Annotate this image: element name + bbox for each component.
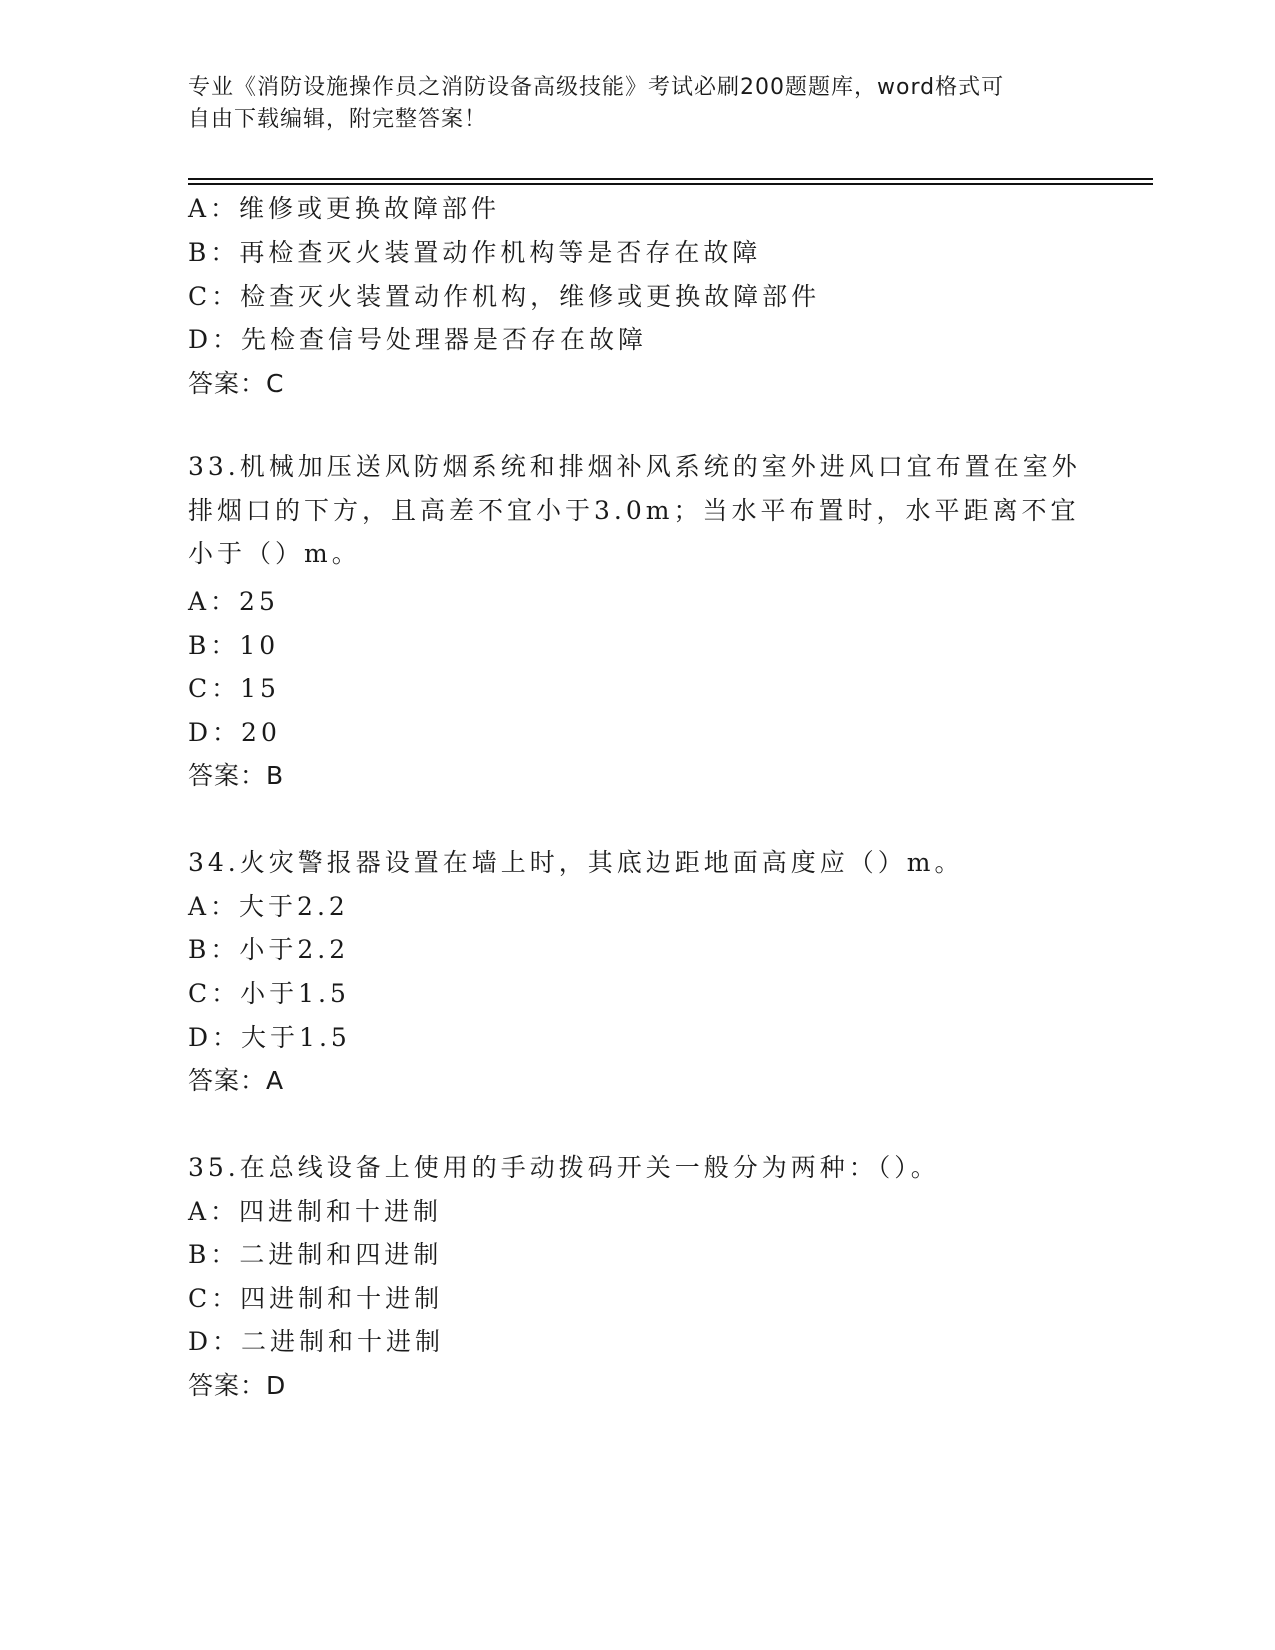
header-divider-top	[188, 178, 1153, 180]
option-a: A：大于2.2	[188, 892, 349, 921]
question-stem: 34.火灾警报器设置在墙上时，其底边距地面高度应（）m。	[188, 848, 964, 877]
option-b: B：10	[188, 631, 280, 660]
answer: 答案：B	[188, 761, 285, 790]
document-header	[188, 72, 1068, 136]
option-c: C：检查灭火装置动作机构，维修或更换故障部件	[188, 282, 821, 311]
option-c: C：小于1.5	[188, 979, 350, 1008]
option-a: A：维修或更换故障部件	[188, 194, 501, 223]
option-c: C：15	[188, 674, 280, 703]
answer: 答案：D	[188, 1371, 287, 1400]
question-stem-line: 33.机械加压送风防烟系统和排烟补风系统的室外进风口宜布置在室外	[188, 452, 1081, 481]
question-stem-line: 排烟口的下方，且高差不宜小于3.0m；当水平布置时，水平距离不宜	[188, 496, 1080, 525]
question-stem: 35.在总线设备上使用的手动拨码开关一般分为两种：（）。	[188, 1153, 940, 1182]
question-stem-line: 小于（）m。	[188, 539, 361, 568]
option-b: B：二进制和四进制	[188, 1240, 443, 1269]
header-line-2: 自由下载编辑，附完整答案！	[188, 107, 488, 132]
answer: 答案：A	[188, 1066, 285, 1095]
option-d: D：二进制和十进制	[188, 1327, 445, 1356]
option-a: A：四进制和十进制	[188, 1197, 443, 1226]
header-divider-bottom	[188, 183, 1153, 185]
option-a: A：25	[188, 587, 279, 616]
option-c: C：四进制和十进制	[188, 1284, 444, 1313]
header-line-1: 专业《消防设施操作员之消防设备高级技能》考试必刷200题题库，word格式可	[188, 75, 1005, 100]
option-d: D：先检查信号处理器是否存在故障	[188, 325, 648, 354]
option-b: B：再检查灭火装置动作机构等是否存在故障	[188, 238, 762, 267]
option-d: D：20	[188, 718, 281, 747]
answer: 答案：C	[188, 369, 285, 398]
option-b: B：小于2.2	[188, 935, 350, 964]
option-d: D：大于1.5	[188, 1023, 351, 1052]
